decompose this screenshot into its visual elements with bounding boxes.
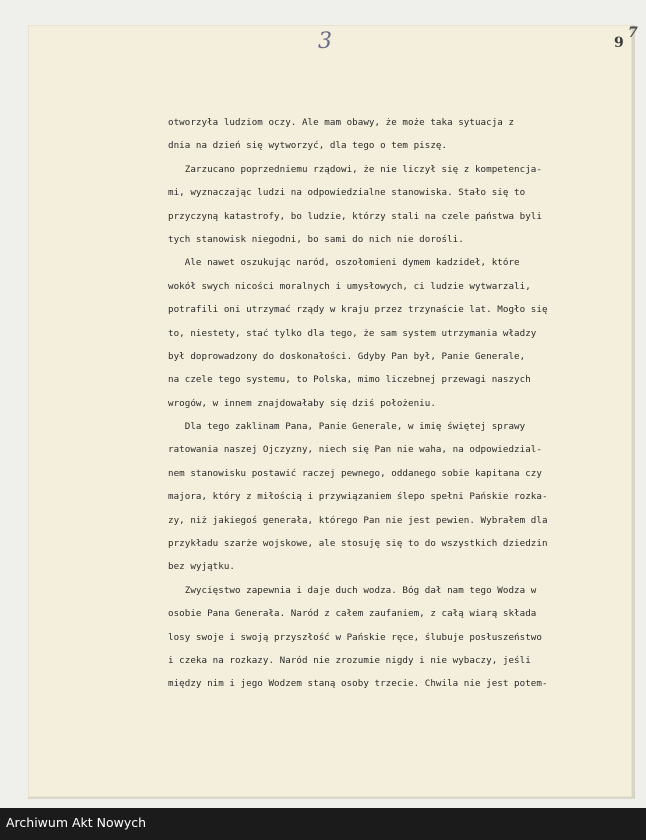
text-line: wokół swych nicości moralnych i umysłowych, ci ludzie wytwarzali, — [168, 280, 531, 292]
text-line: przyczyną katastrofy, bo ludzie, którzy stali na czele państwa byli — [168, 210, 542, 222]
text-line: losy swoje i swoją przyszłość w Pańskie ręce, ślubuje posłuszeństwo — [168, 631, 542, 643]
archive-footer-bar — [0, 808, 646, 840]
text-line: potrafili oni utrzymać rządy w kraju przez trzynaście lat. Mogło się — [168, 304, 548, 316]
handwritten-page-mark: 3 — [318, 29, 332, 54]
text-line: przykładu szarże wojskowe, ale stosuję się to do wszystkich dziedzin — [168, 538, 548, 550]
text-line: Dla tego zaklinam Pana, Panie Generale, w imię świętej sprawy — [168, 421, 526, 433]
text-line: ratowania naszej Ojczyzny, niech się Pan nie waha, na odpowiedzial- — [168, 444, 542, 456]
text-line: był doprowadzony do doskonałości. Gdyby Pan był, Panie Generale, — [168, 350, 526, 362]
archive-label: Archiwum Akt Nowych — [6, 815, 147, 830]
folio-number: 9 — [614, 35, 624, 51]
typewritten-text — [168, 111, 604, 696]
text-line: zy, niż jakiegoś generała, którego Pan nie jest pewien. Wybrałem dla — [168, 514, 548, 526]
text-line: osobie Pana Generała. Naród z całem zaufaniem, z całą wiarą składa — [168, 608, 537, 620]
text-line: między nim i jego Wodzem staną osoby trzecie. Chwila nie jest potem- — [168, 678, 548, 690]
text-line: wrogów, w innem znajdowałaby się dziś położeniu. — [168, 397, 436, 409]
text-line: Ale nawet oszukując naród, oszołomieni dymem kadzideł, które — [168, 257, 520, 269]
text-line: bez wyjątku. — [168, 561, 235, 573]
text-line: mi, wyznaczając ludzi na odpowiedzialne stanowiska. Stało się to — [168, 187, 526, 199]
text-line: to, niestety, stać tylko dla tego, że sam system utrzymania władzy — [168, 327, 537, 339]
text-line: dnia na dzień się wytworzyć, dla tego o tem piszę. — [168, 140, 448, 152]
corner-mark: 7 — [628, 25, 638, 41]
text-line: nem stanowisku postawić raczej pewnego, oddanego sobie kapitana czy — [168, 467, 542, 479]
text-line: tych stanowisk niegodni, bo sami do nich nie dorośli. — [168, 233, 464, 245]
text-line: otworzyła ludziom oczy. Ale mam obawy, że może taka sytuacja z — [168, 117, 515, 128]
text-line: na czele tego systemu, to Polska, mimo liczebnej przewagi naszych — [168, 374, 531, 386]
text-line: i czeka na rozkazy. Naród nie zrozumie nigdy i nie wybaczy, jeśli — [168, 654, 531, 666]
text-line: Zwycięstwo zapewnia i daje duch wodza. Bóg dał nam tego Wodza w — [168, 584, 537, 596]
text-line: Zarzucano poprzedniemu rządowi, że nie liczył się z kompetencja- — [168, 163, 542, 175]
text-line: majora, który z miłością i przywiązaniem ślepo spełni Pańskie rozka- — [168, 491, 548, 503]
